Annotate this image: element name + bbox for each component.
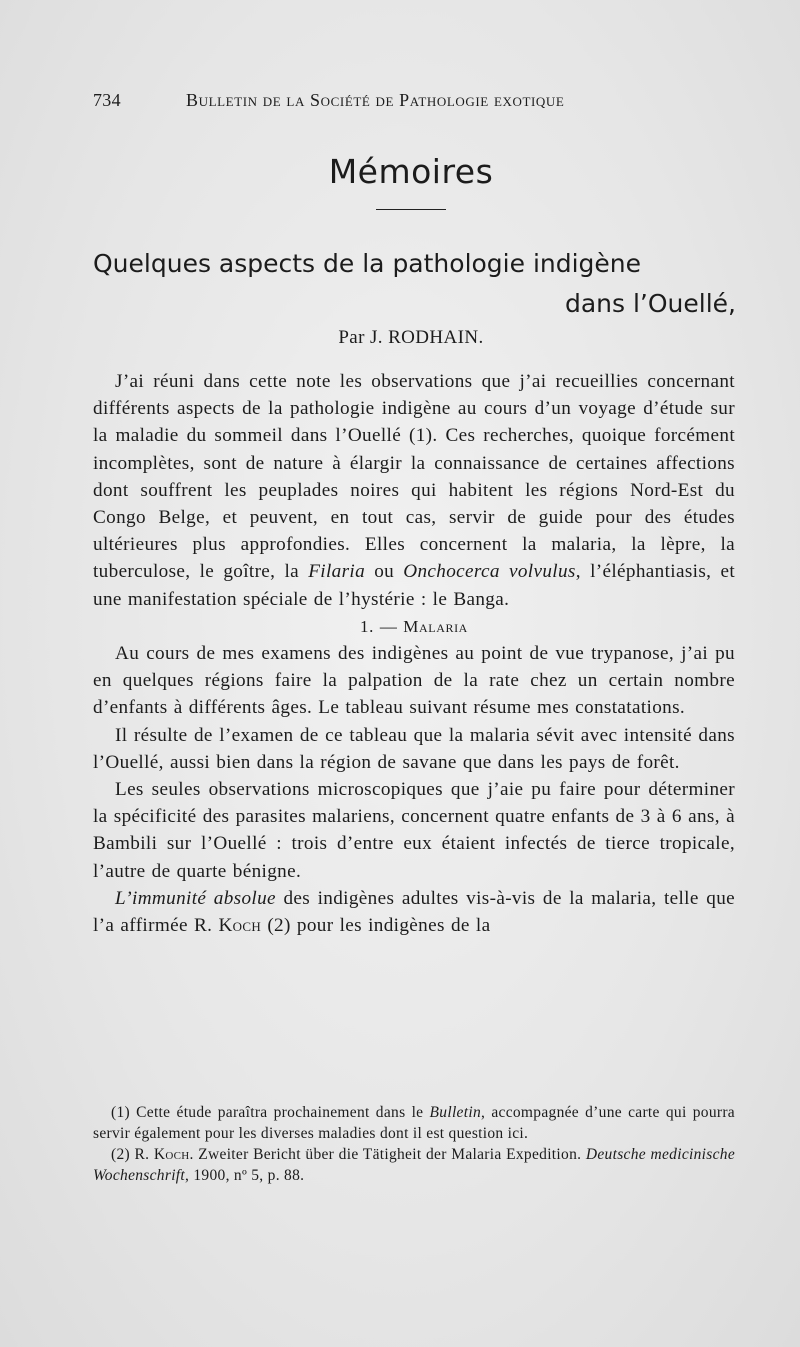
- footnote-2-text-b: . Zweiter Bericht über die Tätigheit der Malaria Expedition.: [189, 1146, 586, 1163]
- footnote-1: [93, 1102, 735, 1144]
- paragraph-1: Au cours de mes examens des indigènes au point de vue trypanose, j’ai pu en quelques régions faire la palpation de la rate chez un certain nombre d’enfants à différents âges. Le tableau suivant résume mes constatations.: [93, 643, 735, 719]
- footnote-2: [93, 1144, 735, 1186]
- article-title-line-1: Quelques aspects de la pathologie indigène: [93, 249, 642, 278]
- section-heading-malaria: [93, 613, 735, 640]
- footnote-1-text-b: , accompagnée d’une carte qui pourra servir également pour les diverses maladies dont il est question ici.: [93, 1104, 735, 1142]
- footnote-2-koch: Koch: [153, 1146, 190, 1163]
- footnotes: [93, 1102, 735, 1186]
- intro-paragraph: [93, 368, 735, 613]
- footnote-2-text-a: (2) R.: [111, 1146, 154, 1163]
- footnote-1-italic: Bulletin: [429, 1104, 481, 1121]
- intro-text-b: , l’éléphantiasis, et une manifestation spéciale de l’hystérie : le Banga.: [93, 561, 736, 610]
- journal-title: Bulletin de la Société de Pathologie exotique: [186, 90, 565, 110]
- section-title: Mémoires: [328, 152, 494, 191]
- paragraph-2: Il résulte de l’examen de ce tableau que la malaria sévit avec intensité dans l’Ouellé, aussi bien dans la région de savane que dans les pays de forêt.: [93, 724, 735, 773]
- paragraph-4: [93, 885, 735, 939]
- section-heading-label: Malaria: [403, 616, 468, 636]
- paragraph-4-koch: Koch: [218, 915, 262, 937]
- paragraph-3: Les seules observations microscopiques que j’aie pu faire pour déterminer la spécificité des parasites malariens, concernent quatre enfants de 3 à 6 ans, à Bambili sur l’Ouellé : trois d’entre eux étaient infectés de tierce tropicale, l’autre de quarte bénigne.: [93, 779, 735, 882]
- title-divider: [376, 209, 446, 210]
- article-title: [93, 244, 736, 324]
- paragraph-4-text-a: des indigènes adultes vis-à-vis de la malaria, telle que l’a affirmée R.: [93, 887, 736, 937]
- intro-filaria: Filaria: [308, 561, 366, 583]
- footnote-2-text-c: , 1900, nº 5, p. 88.: [185, 1167, 305, 1184]
- section-heading-number: 1. —: [360, 616, 404, 636]
- article-title-line-2: dans l’Ouellé,: [564, 289, 736, 318]
- intro-onchocerca: Onchocerca volvulus: [403, 561, 576, 583]
- article-body: [93, 368, 735, 939]
- page-number: 734: [93, 90, 121, 110]
- paragraph-4-italic: L’immunité absolue: [115, 887, 276, 909]
- intro-text-a: J’ai réuni dans cette note les observations que j’ai recueillies concernant différents aspects de la pathologie indigène au cours d’un voyage d’étude sur la maladie du sommeil dans l’Ouellé (1). Ces recherches, quoique forcément incomplètes, sont de nature à élargir la connaissance de certaines affections dont souffrent les peuplades noires qui habitent les régions Nord-Est du Congo Belge, et peuvent, en tout cas, servir de guide pour des études ultérieures plus approfondies. Elles concernent la malaria, la lèpre, la tuberculose, le goître, la: [93, 371, 735, 583]
- intro-ou: ou: [365, 561, 404, 583]
- footnote-2-italic: Deutsche medicinische Wochenschrift: [93, 1146, 735, 1184]
- author-byline: Par J. RODHAIN.: [338, 327, 484, 348]
- footnote-1-text-a: (1) Cette étude paraîtra prochainement dans le: [111, 1104, 430, 1121]
- paragraph-4-text-b: (2) pour les indigènes de la: [261, 915, 491, 937]
